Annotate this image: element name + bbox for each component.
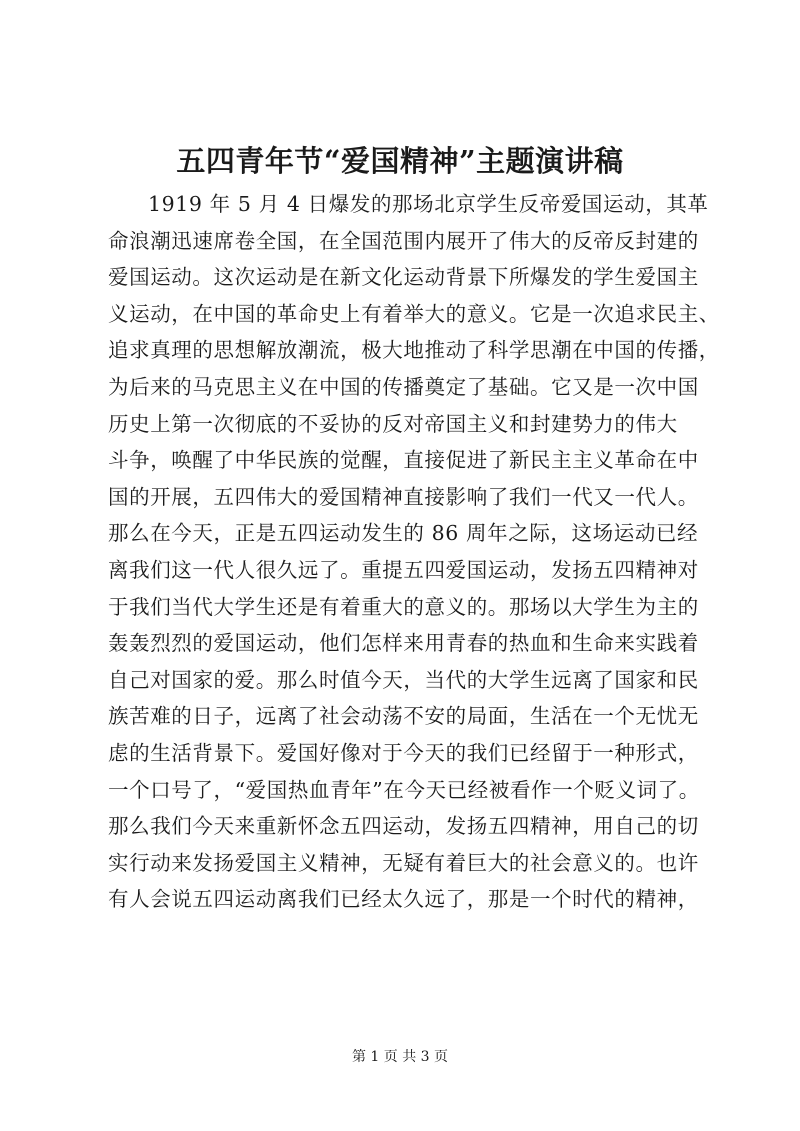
paragraph-line: 一个口号了，“爱国热血青年”在今天已经被看作一个贬义词了。 — [108, 777, 700, 802]
paragraph-line: 虑的生活背景下。爱国好像对于今天的我们已经留于一种形式， — [108, 740, 699, 765]
paragraph-line: 自己对国家的爱。那么时值今天，当代的大学生远离了国家和民 — [108, 667, 699, 692]
paragraph-line: 国的开展，五四伟大的爱国精神直接影响了我们一代又一代人。 — [108, 484, 699, 509]
paragraph-line: 为后来的马克思主义在中国的传播奠定了基础。它又是一次中国 — [108, 374, 699, 399]
paragraph-line: 命浪潮迅速席卷全国，在全国范围内展开了伟大的反帝反封建的 — [108, 228, 699, 253]
document-title: 五四青年节“爱国精神”主题演讲稿 — [176, 144, 624, 178]
document-body — [108, 186, 720, 918]
paragraph-line: 斗争，唤醒了中华民族的觉醒，直接促进了新民主主义革命在中 — [108, 448, 699, 473]
paragraph-line: 历史上第一次彻底的不妥协的反对帝国主义和封建势力的伟大 — [108, 411, 678, 436]
paragraph-line: 实行动来发扬爱国主义精神，无疑有着巨大的社会意义的。也许 — [108, 850, 699, 875]
paragraph-line: 爱国运动。这次运动是在新文化运动背景下所爆发的学生爱国主 — [108, 265, 699, 290]
paragraph-line: 于我们当代大学生还是有着重大的意义的。那场以大学生为主的 — [108, 594, 699, 619]
paragraph-line: 轰轰烈烈的爱国运动，他们怎样来用青春的热血和生命来实践着 — [108, 631, 699, 656]
page-footer: 第 1 页 共 3 页 — [351, 1049, 449, 1065]
paragraph-line: 有人会说五四运动离我们已经太久远了，那是一个时代的精神， — [108, 887, 699, 912]
paragraph-line: 义运动，在中国的革命史上有着举大的意义。它是一次追求民主、 — [108, 301, 720, 326]
paragraph-line: 追求真理的思想解放潮流，极大地推动了科学思潮在中国的传播， — [108, 338, 720, 363]
paragraph-line: 族苦难的日子，远离了社会动荡不安的局面，生活在一个无忧无 — [108, 704, 699, 729]
paragraph-line: 离我们这一代人很久远了。重提五四爱国运动，发扬五四精神对 — [108, 557, 699, 582]
paragraph-line: 那么在今天，正是五四运动发生的 86 周年之际，这场运动已经 — [108, 521, 699, 546]
paragraph-line: 1919 年 5 月 4 日爆发的那场北京学生反帝爱国运动，其革 — [148, 192, 709, 216]
paragraph-line: 那么我们今天来重新怀念五四运动，发扬五四精神，用自己的切 — [108, 814, 699, 839]
